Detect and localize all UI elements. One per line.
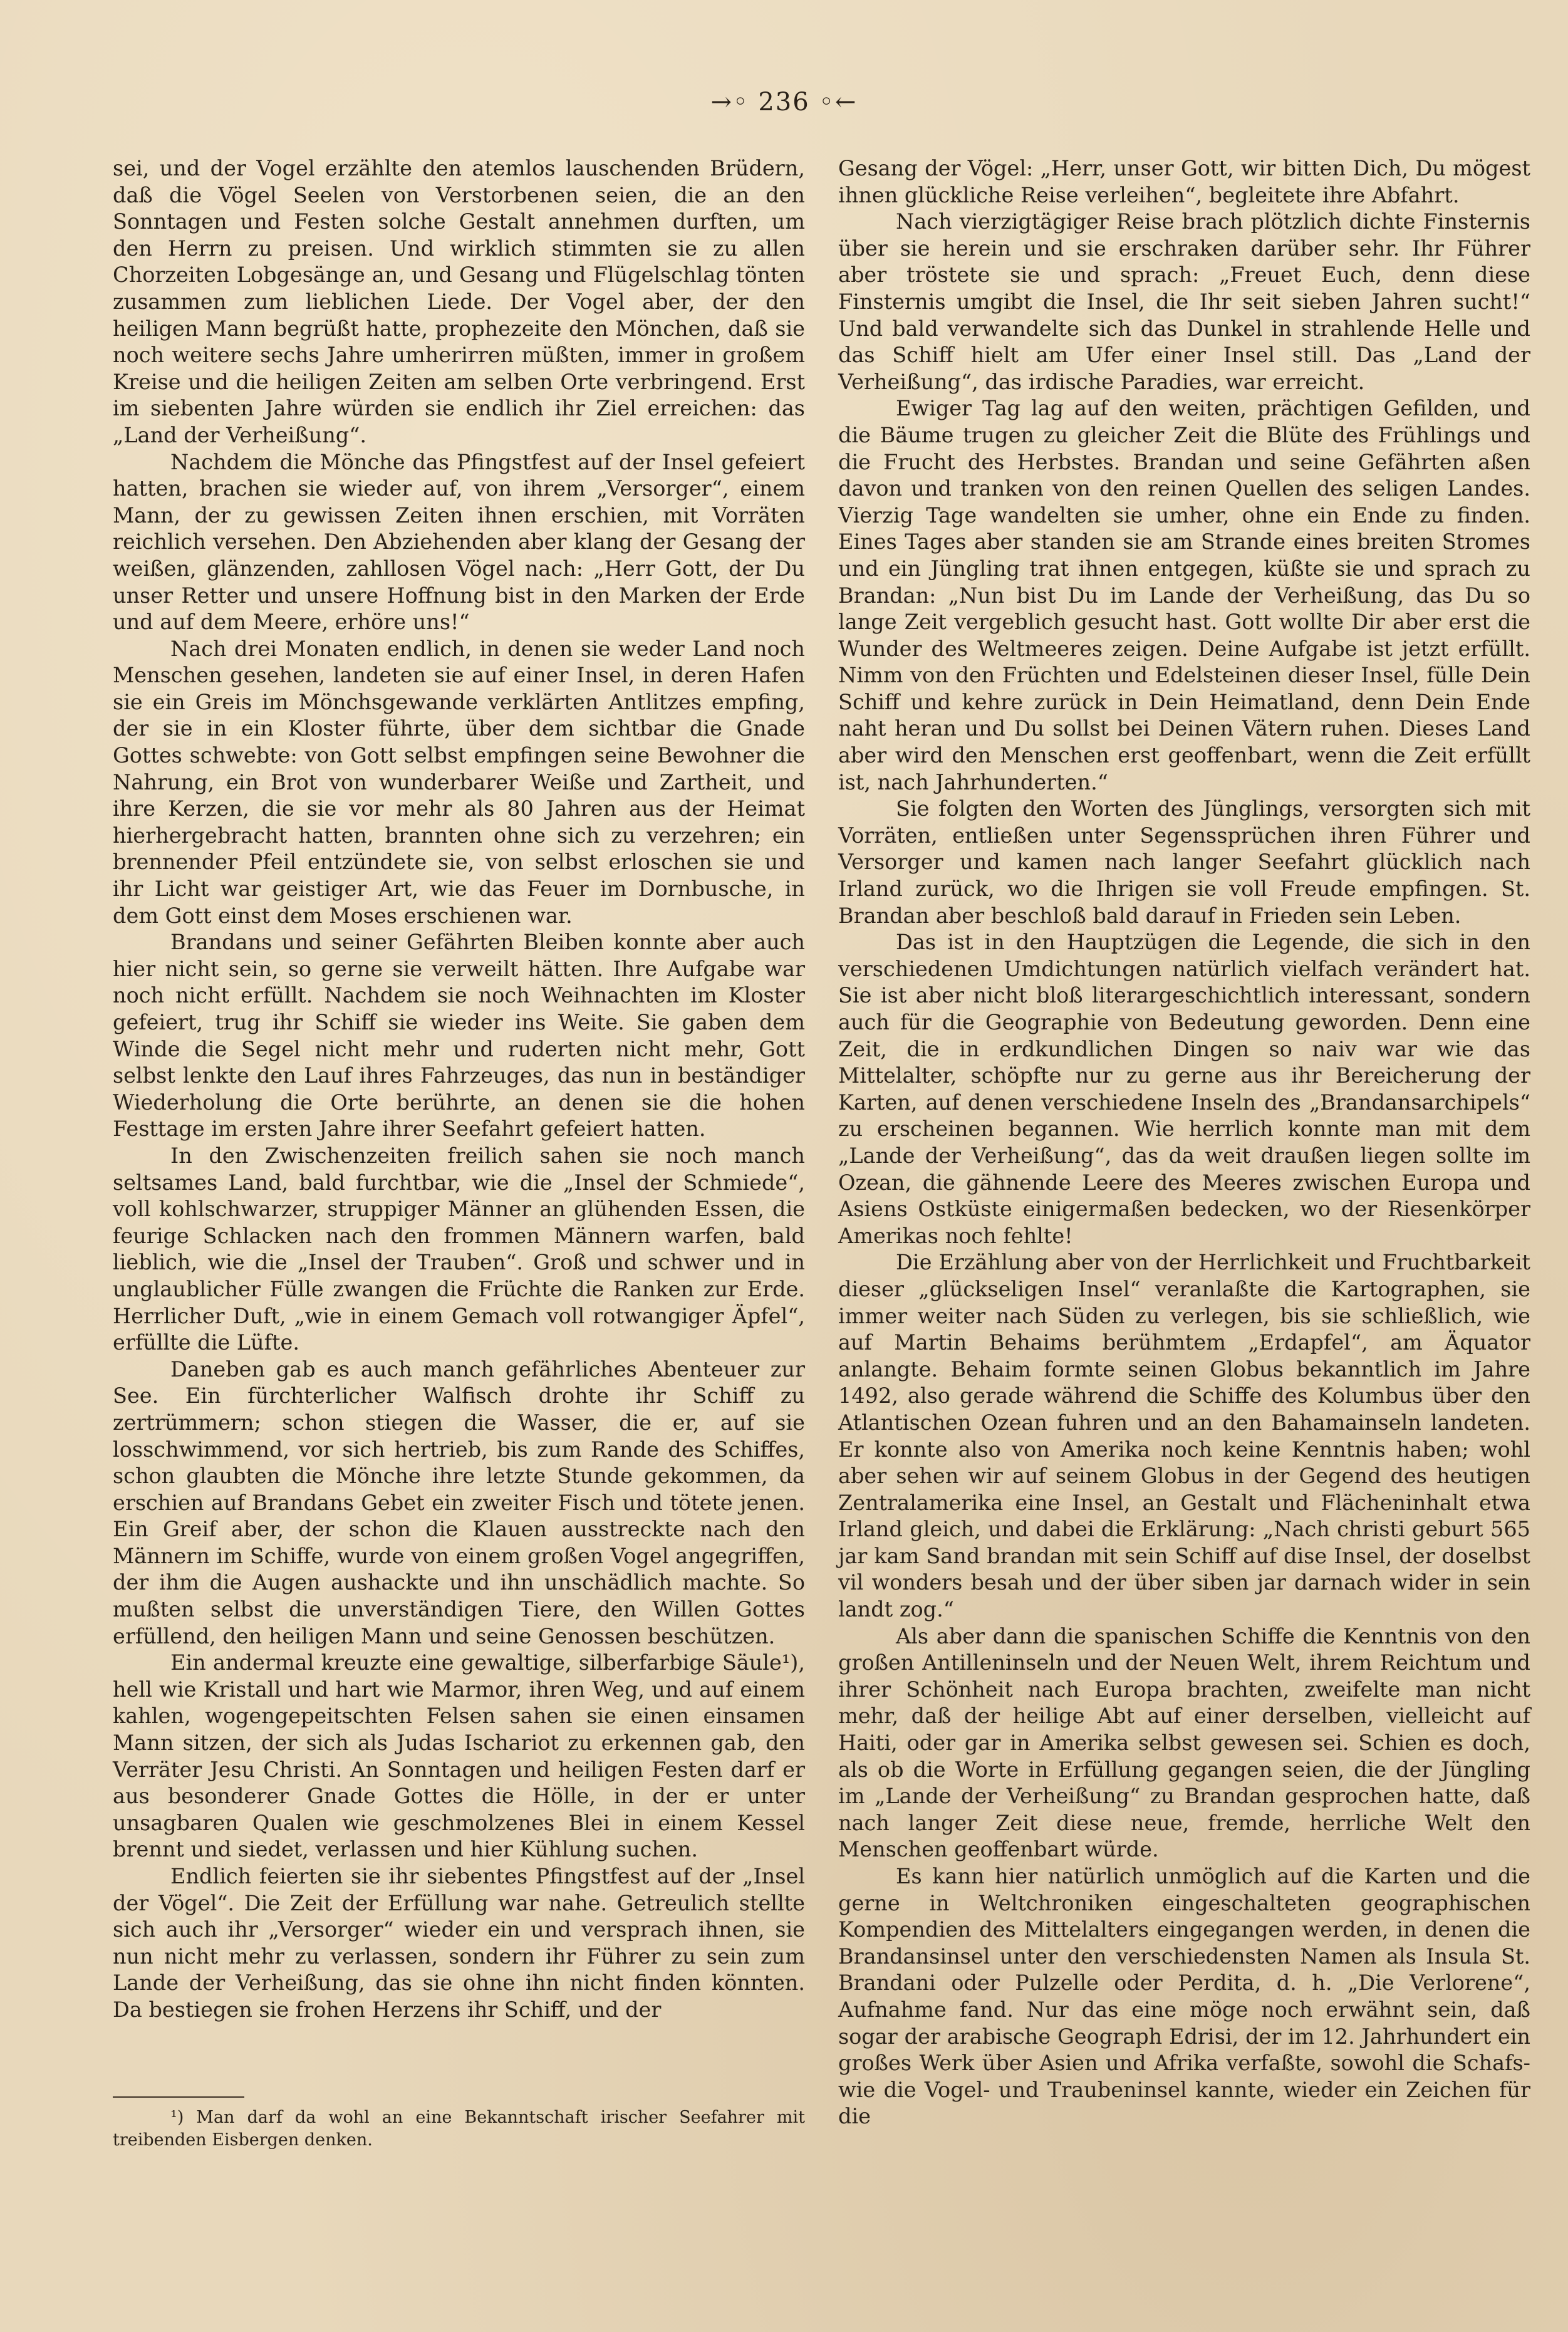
paragraph: Es kann hier natürlich unmöglich auf die Karten und die gerne in Weltchroniken eingeschalteten geographischen Kompendien des Mittelalters eingegangen werden, in denen die Brandansinsel unter den verschiedensten Namen als Insula St. Brandani oder Pulzelle oder Perdita, d. h. „Die Verlorene“, Aufnahme fand. Nur das eine möge noch erwähnt sein, daß sogar der arabische Geograph Edrisi, der im 12. Jahrhundert ein großes Werk über Asien und Afrika verfaßte, sowohl die Schafs- wie die Vogel- und Traubeninsel kannte, wieder ein Zeichen für die [838,1864,1530,2129]
left-column [113,155,805,2024]
paragraph: Als aber dann die spanischen Schiffe die Kenntnis von den großen Antilleninseln und der Neuen Welt, ihrem Reichtum und ihrer Schönheit nach Europa brachten, zweifelte man nicht mehr, daß der heilige Abt auf einer derselben, vielleicht auf Haiti, oder gar in Amerika selbst gewesen sei. Schien es doch, als ob die Worte in Erfüllung gegangen seien, die der Jüngling im „Lande der Verheißung“ zu Brandan gesprochen hatte, daß nach langer Zeit diese neue, fremde, herrliche Welt den Menschen geoffenbart würde. [838,1623,1530,1862]
ornament-left: →◦ [710,88,749,117]
page-number: 236 [758,88,810,117]
paragraph: sei, und der Vogel erzählte den atemlos lauschenden Brüdern, daß die Vögel Seelen von Verstorbenen seien, die an den Sonntagen und Festen solche Gestalt annehmen durften, um den Herrn zu preisen. Und wirklich stimmten sie zu allen Chorzeiten Lobgesänge an, und Gesang und Flügelschlag tönten zusammen zum lieblichen Liede. Der Vogel aber, der den heiligen Mann begrüßt hatte, prophezeite den Mönchen, daß sie noch weitere sechs Jahre umherirren müßten, immer in großem Kreise und die heiligen Zeiten am selben Orte verbringend. Erst im siebenten Jahre würden sie endlich ihr Ziel erreichen: das „Land der Verheißung“. [113,156,805,447]
page-header [0,88,1568,117]
footnote: ¹) Man darf da wohl an eine Bekanntschaft irischer Seefahrer mit treibenden Eisbergen denken. [113,2108,805,2150]
paragraph: Nachdem die Mönche das Pfingstfest auf der Insel gefeiert hatten, brachen sie wieder auf, von ihrem „Versorger“, einem Mann, der zu gewissen Zeiten ihnen erschien, mit Vorräten reichlich versehen. Den Abziehenden aber klang der Gesang der weißen, glänzenden, zahllosen Vögel nach: „Herr Gott, der Du unser Retter und unsere Hoffnung bist in den Marken der Erde und auf dem Meere, erhöre uns!“ [113,449,805,635]
paragraph: Das ist in den Hauptzügen die Legende, die sich in den verschiedenen Umdichtungen natürlich vielfach verändert hat. Sie ist aber nicht bloß literargeschichtlich interessant, sondern auch für die Geographie von Bedeutung geworden. Denn eine Zeit, die in erdkundlichen Dingen so naiv war wie das Mittelalter, schöpfte nur zu gerne aus ihr Bereicherung der Karten, auf denen verschiedene Inseln des „Brandansarchipels“ zu erscheinen begannen. Wie herrlich konnte man mit dem „Lande der Verheißung“, das da weit draußen liegen sollte im Ozean, die gähnende Leere des Meeres zwischen Europa und Asiens Ostküste einigermaßen bedecken, wo der Riesenkörper Amerikas noch fehlte! [838,930,1530,1248]
paragraph: Nach vierzigtägiger Reise brach plötzlich dichte Finsternis über sie herein und sie erschraken darüber sehr. Ihr Führer aber tröstete sie und sprach: „Freuet Euch, denn diese Finsternis umgibt die Insel, die Ihr seit sieben Jahren sucht!“ Und bald verwandelte sich das Dunkel in strahlende Helle und das Schiff hielt am Ufer einer Insel still. Das „Land der Verheißung“, das irdische Paradies, war erreicht. [838,209,1530,394]
paragraph: Brandans und seiner Gefährten Bleiben konnte aber auch hier nicht sein, so gerne sie verweilt hätten. Ihre Aufgabe war noch nicht erfüllt. Nachdem sie noch Weihnachten im Kloster gefeiert, trug ihr Schiff sie wieder ins Weite. Sie gaben dem Winde die Segel nicht mehr und ruderten nicht mehr, Gott selbst lenkte den Lauf ihres Fahrzeuges, das nun in beständiger Wiederholung die Orte berührte, an denen sie die hohen Festtage im ersten Jahre ihrer Seefahrt gefeiert hatten. [113,930,805,1142]
paragraph: Daneben gab es auch manch gefährliches Abenteuer zur See. Ein fürchterlicher Walfisch drohte ihr Schiff zu zertrümmern; schon stiegen die Wasser, die er, auf sie losschwimmend, vor sich hertrieb, bis zum Rande des Schiffes, schon glaubten die Mönche ihre letzte Stunde gekommen, da erschien auf Brandans Gebet ein zweiter Fisch und tötete jenen. Ein Greif aber, der schon die Klauen ausstreckte nach den Männern im Schiffe, wurde von einem großen Vogel angegriffen, der ihm die Augen aushackte und ihn unschädlich machte. So mußten selbst die unverständigen Tiere, den Willen Gottes erfüllend, den heiligen Mann und seine Genossen beschützen. [113,1356,805,1648]
paragraph: In den Zwischenzeiten freilich sahen sie noch manch seltsames Land, bald furchtbar, wie die „Insel der Schmiede“, voll kohlschwarzer, struppiger Männer an glühenden Essen, die feurige Schlacken nach den frommen Männern warfen, bald lieblich, wie die „Insel der Trauben“. Groß und schwer und in unglaublicher Fülle zwangen die Früchte die Ranken zur Erde. Herrlicher Duft, „wie in einem Gemach voll rotwangiger Äpfel“, erfüllte die Lüfte. [113,1143,805,1355]
paragraph: Ein andermal kreuzte eine gewaltige, silberfarbige Säule¹), hell wie Kristall und hart wie Marmor, ihren Weg, und auf einem kahlen, wogengepeitschten Felsen sahen sie einen einsamen Mann sitzen, der sich als Judas Ischariot zu erkennen gab, den Verräter Jesu Christi. An Sonntagen und heiligen Festen darf er aus besonderer Gnade Gottes die Hölle, in der er unter unsagbaren Qualen wie geschmolzenes Blei in einem Kessel brennt und siedet, verlassen und hier Kühlung suchen. [113,1650,805,1862]
right-column [838,155,1530,2130]
paragraph: Gesang der Vögel: „Herr, unser Gott, wir bitten Dich, Du mögest ihnen glückliche Reise verleihen“, begleitete ihre Abfahrt. [838,156,1530,207]
paragraph: Nach drei Monaten endlich, in denen sie weder Land noch Menschen gesehen, landeten sie auf einer Insel, in deren Hafen sie ein Greis im Mönchsgewande verklärten Antlitzes empfing, der sie in ein Kloster führte, über dem sichtbar die Gnade Gottes schwebte: von Gott selbst empfingen seine Bewohner die Nahrung, ein Brot von wunderbarer Weiße und Zartheit, und ihre Kerzen, die sie vor mehr als 80 Jahren aus der Heimat hierhergebracht hatten, brannten ohne sich zu verzehren; ein brennender Pfeil entzündete sie, von selbst erloschen sie und ihr Licht war geistiger Art, wie das Feuer im Dornbusche, in dem Gott einst dem Moses erschienen war. [113,636,805,928]
footnote-divider [113,2096,244,2098]
paragraph: Die Erzählung aber von der Herrlichkeit und Fruchtbarkeit dieser „glückseligen Insel“ veranlaßte die Kartographen, sie immer weiter nach Süden zu verlegen, bis sie schließlich, wie auf Martin Behaims berühmtem „Erdapfel“, am Äquator anlangte. Behaim formte seinen Globus bekanntlich im Jahre 1492, also gerade während die Schiffe des Kolumbus über den Atlantischen Ozean fuhren und an den Bahamainseln landeten. Er konnte also von Amerika noch keine Kenntnis haben; wohl aber sehen wir auf seinem Globus in der Gegend des heutigen Zentralamerika eine Insel, an Gestalt und Flächeninhalt etwa Irland gleich, und dabei die Erklärung: „Nach christi geburt 565 jar kam Sand brandan mit sein Schiff auf dise Insel, der doselbst vil wonders besah und der über siben jar darnach wider in sein landt zog.“ [838,1250,1530,1622]
paragraph: Sie folgten den Worten des Jünglings, versorgten sich mit Vorräten, entließen unter Segenssprüchen ihren Führer und Versorger und kamen nach langer Seefahrt glücklich nach Irland zurück, wo die Ihrigen sie voll Freude empfingen. St. Brandan aber beschloß bald darauf in Frieden sein Leben. [838,796,1530,928]
paragraph: Endlich feierten sie ihr siebentes Pfingstfest auf der „Insel der Vögel“. Die Zeit der Erfüllung war nahe. Getreulich stellte sich auch ihr „Versorger“ wieder ein und versprach ihnen, sie nun nicht mehr zu verlassen, sondern ihr Führer zu sein zum Lande der Verheißung, das sie ohne ihn nicht finden könnten. Da bestiegen sie frohen Herzens ihr Schiff, und der [113,1864,805,2022]
paragraph: Ewiger Tag lag auf den weiten, prächtigen Gefilden, und die Bäume trugen zu gleicher Zeit die Blüte des Frühlings und die Frucht des Herbstes. Brandan und seine Gefährten aßen davon und tranken von den reinen Quellen des seligen Landes. Vierzig Tage wandelten sie umher, ohne ein Ende zu finden. Eines Tages aber standen sie am Strande eines breiten Stromes und ein Jüngling trat ihnen entgegen, küßte sie und sprach zu Brandan: „Nun bist Du im Lande der Verheißung, das Du so lange Zeit vergeblich gesucht hast. Gott wollte Dir aber erst die Wunder des Weltmeeres zeigen. Deine Aufgabe ist jetzt erfüllt. Nimm von den Früchten und Edelsteinen dieser Insel, fülle Dein Schiff und kehre zurück in Dein Heimatland, denn Dein Ende naht heran und Du sollst bei Deinen Vätern ruhen. Dieses Land aber wird den Menschen erst geoffenbart, wenn die Zeit erfüllt ist, nach Jahrhunderten.“ [838,396,1530,794]
ornament-right: ◦← [819,88,858,117]
